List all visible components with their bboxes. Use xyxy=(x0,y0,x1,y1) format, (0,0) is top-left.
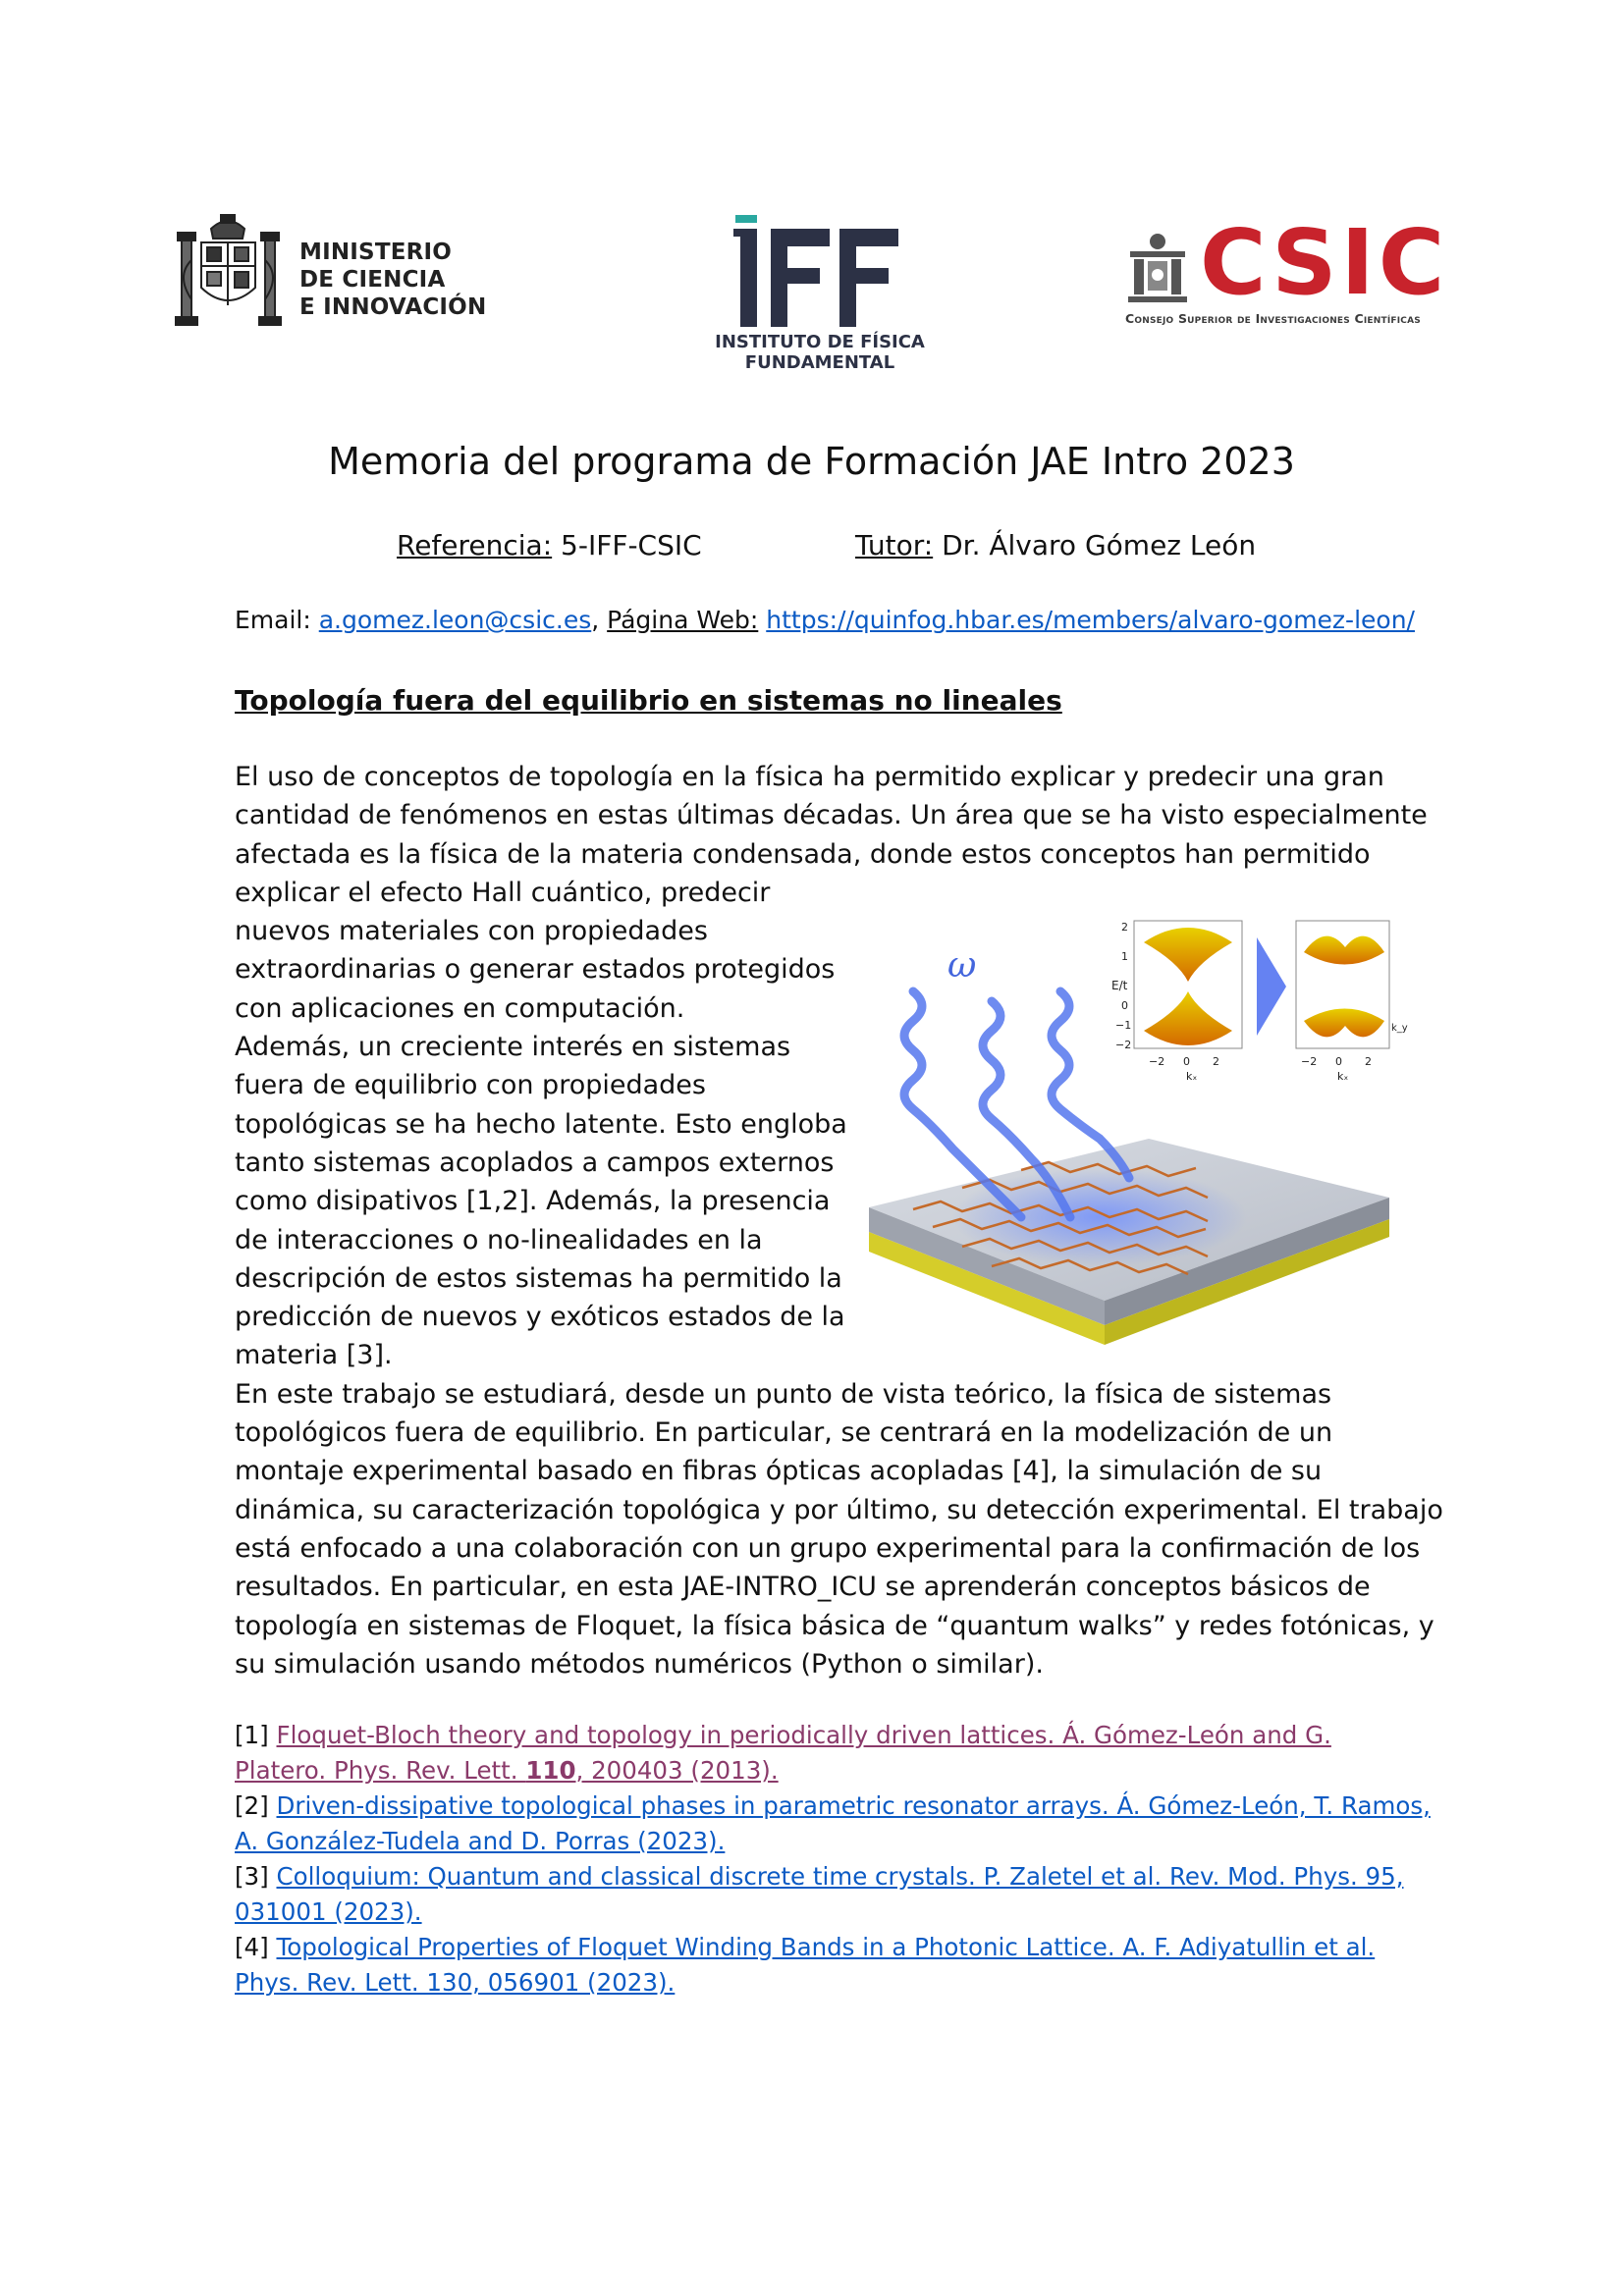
tick-bottom: 2 xyxy=(1213,1055,1219,1068)
reference-2-link[interactable]: Driven-dissipative topological phases in parametric resonator arrays. Á. Gómez-León, T. Ramos, xyxy=(276,1791,1431,1820)
topological-lattice-figure xyxy=(854,903,1408,1364)
tick-bottom: 0 xyxy=(1183,1055,1190,1068)
section-title: Topología fuera del equilibrio en sistemas no lineales xyxy=(235,684,1062,717)
ministerio-name xyxy=(299,239,486,321)
reference-3-link-cont[interactable]: 031001 (2023). xyxy=(235,1897,422,1926)
text-line: Además, un creciente interés en sistemas xyxy=(235,1032,791,1063)
text-line: extraordinarias o generar estados protegidos xyxy=(235,954,836,986)
ministerio-line-1: MINISTERIO xyxy=(299,240,453,265)
coat-of-arms-icon xyxy=(172,211,285,327)
text-line: explicar el efecto Hall cuántico, predecir xyxy=(235,877,771,908)
iff-sub-line-2: FUNDAMENTAL xyxy=(744,352,895,373)
ministerio-line-3: E INNOVACIÓN xyxy=(299,294,487,320)
tick-left: −1 xyxy=(1115,1019,1132,1032)
tick-bottom: 0 xyxy=(1335,1055,1342,1068)
band-panel-left xyxy=(1111,921,1242,1083)
reference-4-cont xyxy=(235,1965,1431,2001)
reference-number: [2] xyxy=(235,1791,277,1820)
text-line: cantidad de fenómenos en estas últimas décadas. Un área que se ha visto especialmente xyxy=(235,800,1428,831)
references-list xyxy=(235,1718,1431,2001)
text-line: topológicos fuera de equilibrio. En particular, se centrará en la modelización de un xyxy=(235,1417,1333,1449)
reference-2-link-cont[interactable]: A. González-Tudela and D. Porras (2023). xyxy=(235,1827,726,1855)
text-line: montaje experimental basado en fibras ópticas acopladas [4], la simulación de su xyxy=(235,1456,1323,1487)
document-title: Memoria del programa de Formación JAE Intro 2023 xyxy=(328,440,1295,483)
text-line: materia [3]. xyxy=(235,1340,393,1371)
reference-1-volume[interactable]: 110 xyxy=(525,1756,576,1785)
reference-1-link-cont[interactable]: Platero. Phys. Rev. Lett. xyxy=(235,1756,526,1785)
text-line: afectada es la física de la materia condensada, donde estos conceptos han permitido xyxy=(235,838,1371,870)
text-line: como disipativos [1,2]. Además, la presencia xyxy=(235,1186,831,1217)
csic-wordmark: CSIC xyxy=(1200,210,1449,315)
text-line: tanto sistemas acoplados a campos externos xyxy=(235,1147,835,1178)
axis-e-label: E/t xyxy=(1111,979,1128,992)
text-line: En este trabajo se estudiará, desde un punto de vista teórico, la física de sistemas xyxy=(235,1378,1332,1410)
reference-value: 5-IFF-CSIC xyxy=(552,529,702,561)
ministerio-line-2: DE CIENCIA xyxy=(299,267,446,293)
text-line: su simulación usando métodos numéricos (Python o similar). xyxy=(235,1648,1044,1680)
text-line: resultados. En particular, en esta JAE-INTRO_ICU se aprenderán conceptos básicos de xyxy=(235,1572,1371,1603)
text-line: está enfocado a una colaboración con un grupo experimental para la confirmación de los xyxy=(235,1532,1421,1564)
email-label: Email: xyxy=(235,606,319,634)
reference-1-link[interactable]: Floquet-Bloch theory and topology in periodically driven lattices. Á. Gómez-León and G. xyxy=(276,1721,1331,1749)
iff-subtitle xyxy=(707,332,933,373)
reference-number: [1] xyxy=(235,1721,277,1749)
reference-1-cont xyxy=(235,1753,1431,1789)
reference-number: [4] xyxy=(235,1933,277,1961)
csic-emblem xyxy=(1124,232,1191,305)
reference-4-link[interactable]: Topological Properties of Floquet Winding Bands in a Photonic Lattice. A. F. Adiyatullin et al. xyxy=(276,1933,1376,1961)
tick-bottom: −2 xyxy=(1149,1055,1165,1068)
web-label: Página Web: xyxy=(607,606,759,634)
reference-2 xyxy=(235,1789,1431,1824)
contact-separator: , xyxy=(591,606,608,634)
email-link[interactable]: a.gomez.leon@csic.es xyxy=(318,606,592,634)
iff-logo xyxy=(731,211,918,331)
tutor-line xyxy=(855,529,1256,561)
reference-1-pages[interactable]: , 200403 (2013). xyxy=(575,1756,779,1785)
arrow-icon xyxy=(1257,937,1286,1036)
tick-left: −2 xyxy=(1115,1039,1132,1051)
reference-number: [3] xyxy=(235,1862,277,1891)
reference-2-cont xyxy=(235,1824,1431,1859)
ministerio-logo xyxy=(172,211,285,327)
iff-logo-icon xyxy=(731,211,918,331)
text-line: descripción de estos sistemas ha permitido la xyxy=(235,1262,842,1294)
text-line: fuera de equilibrio con propiedades xyxy=(235,1070,706,1101)
reference-line xyxy=(397,529,702,561)
iff-sub-line-1: INSTITUTO DE FÍSICA xyxy=(715,332,925,352)
text-line: dinámica, su caracterización topológica y por último, su detección experimental. El trabajo xyxy=(235,1494,1443,1525)
contact-line xyxy=(235,606,1415,634)
text-line: de interacciones o no-linealidades en la xyxy=(235,1224,763,1255)
reference-3-cont xyxy=(235,1895,1431,1930)
tick-bottom: 2 xyxy=(1365,1055,1372,1068)
text-line: topología en sistemas de Floquet, la física básica de “quantum walks” y redes fotónicas, y xyxy=(235,1610,1434,1641)
tutor-value: Dr. Álvaro Gómez León xyxy=(933,529,1257,561)
figure-illustration xyxy=(854,903,1408,1364)
kx-label: kₓ xyxy=(1337,1070,1349,1083)
text-line: con aplicaciones en computación. xyxy=(235,992,685,1024)
tick-bottom: −2 xyxy=(1301,1055,1318,1068)
omega-label: ω xyxy=(947,945,977,986)
kx-label: kₓ xyxy=(1186,1070,1198,1083)
reference-4 xyxy=(235,1930,1431,1965)
text-line: nuevos materiales con propiedades xyxy=(235,916,708,947)
reference-1 xyxy=(235,1718,1431,1753)
tutor-label: Tutor: xyxy=(855,529,934,561)
text-line: predicción de nuevos y exóticos estados de la xyxy=(235,1302,845,1333)
ky-label: k_y xyxy=(1391,1023,1408,1034)
web-link[interactable]: https://quinfog.hbar.es/members/alvaro-gomez-leon/ xyxy=(766,606,1415,634)
csic-emblem-icon xyxy=(1124,232,1191,305)
tick-left: 1 xyxy=(1121,950,1128,963)
reference-3 xyxy=(235,1859,1431,1895)
csic-subtitle: Consejo Superior de Investigaciones Científicas xyxy=(1125,311,1421,326)
text-line: topológicas se ha hecho latente. Esto engloba xyxy=(235,1108,847,1140)
tick-left: 2 xyxy=(1121,921,1128,934)
reference-label: Referencia: xyxy=(397,529,553,561)
tick-left: 0 xyxy=(1121,999,1128,1012)
reference-3-link[interactable]: Colloquium: Quantum and classical discrete time crystals. P. Zaletel et al. Rev. Mod. Phys. 95, xyxy=(276,1862,1404,1891)
text-line: El uso de conceptos de topología en la física ha permitido explicar y predecir una gran xyxy=(235,762,1384,792)
reference-4-link-cont[interactable]: Phys. Rev. Lett. 130, 056901 (2023). xyxy=(235,1968,676,1997)
band-panel-right xyxy=(1296,921,1408,1083)
